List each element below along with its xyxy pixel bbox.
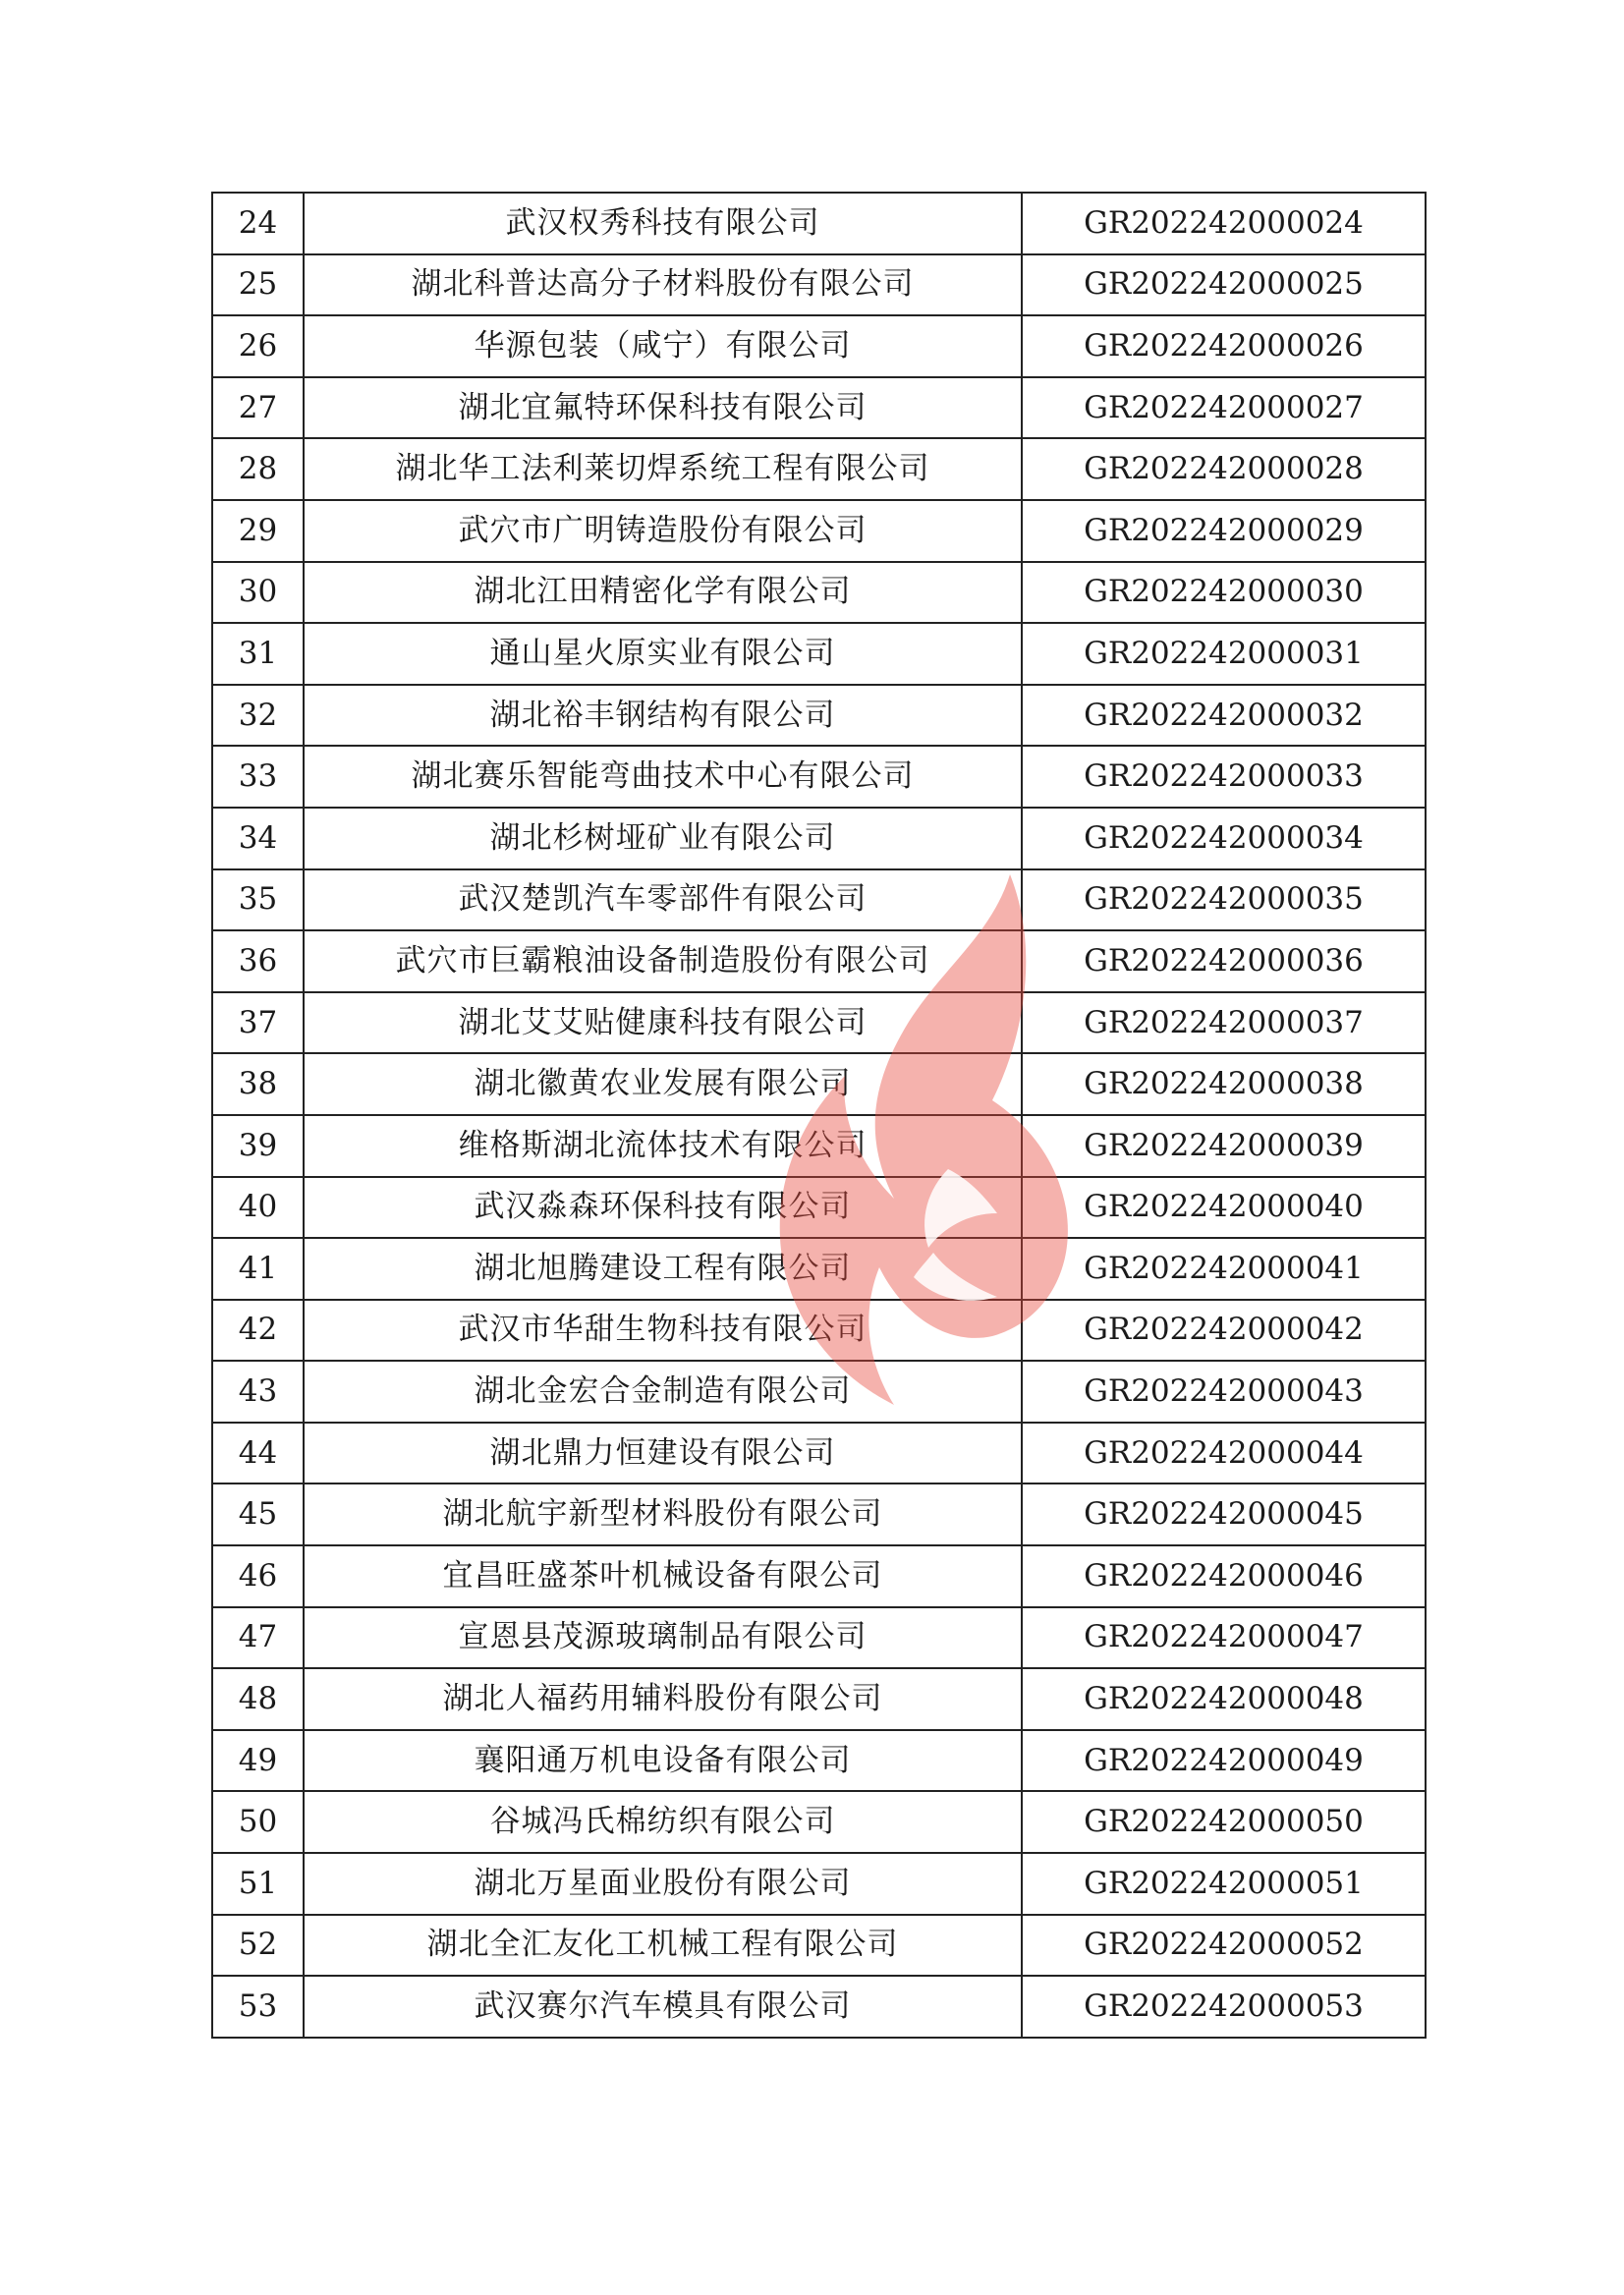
table-row: [212, 1730, 1426, 1792]
certificate-number: GR202242000026: [1022, 315, 1426, 377]
certificate-number: GR202242000047: [1022, 1607, 1426, 1669]
row-number: 35: [212, 869, 304, 931]
company-name: 湖北鼎力恒建设有限公司: [304, 1423, 1022, 1484]
table-row: [212, 1915, 1426, 1977]
company-name: 湖北江田精密化学有限公司: [304, 562, 1022, 624]
row-number: 38: [212, 1053, 304, 1115]
company-name: 湖北杉树垭矿业有限公司: [304, 808, 1022, 869]
row-number: 37: [212, 992, 304, 1054]
certificate-number: GR202242000030: [1022, 562, 1426, 624]
company-name: 湖北宜氟特环保科技有限公司: [304, 377, 1022, 439]
certificate-number: GR202242000042: [1022, 1300, 1426, 1362]
row-number: 43: [212, 1361, 304, 1423]
table-row: [212, 1115, 1426, 1177]
certificate-number: GR202242000028: [1022, 438, 1426, 500]
certificate-number: GR202242000049: [1022, 1730, 1426, 1792]
table-row: [212, 1853, 1426, 1915]
table-row: [212, 193, 1426, 254]
row-number: 34: [212, 808, 304, 869]
company-name: 谷城冯氏棉纺织有限公司: [304, 1791, 1022, 1853]
certificate-number: GR202242000024: [1022, 193, 1426, 254]
table-row: [212, 438, 1426, 500]
table-body: [212, 193, 1426, 2038]
certificate-number: GR202242000033: [1022, 746, 1426, 808]
row-number: 48: [212, 1668, 304, 1730]
row-number: 25: [212, 254, 304, 316]
row-number: 40: [212, 1177, 304, 1239]
certificate-number: GR202242000037: [1022, 992, 1426, 1054]
table-row: [212, 1607, 1426, 1669]
certificate-number: GR202242000052: [1022, 1915, 1426, 1977]
company-name: 湖北航宇新型材料股份有限公司: [304, 1483, 1022, 1545]
company-name: 武穴市巨霸粮油设备制造股份有限公司: [304, 930, 1022, 992]
row-number: 50: [212, 1791, 304, 1853]
table-row: [212, 1545, 1426, 1607]
table-row: [212, 1976, 1426, 2038]
company-certificate-table: [211, 192, 1427, 2039]
row-number: 33: [212, 746, 304, 808]
table-row: [212, 377, 1426, 439]
company-name: 湖北旭腾建设工程有限公司: [304, 1238, 1022, 1300]
certificate-number: GR202242000046: [1022, 1545, 1426, 1607]
table-row: [212, 500, 1426, 562]
company-name: 襄阳通万机电设备有限公司: [304, 1730, 1022, 1792]
row-number: 41: [212, 1238, 304, 1300]
table-row: [212, 1668, 1426, 1730]
row-number: 29: [212, 500, 304, 562]
company-name: 湖北全汇友化工机械工程有限公司: [304, 1915, 1022, 1977]
company-name: 湖北万星面业股份有限公司: [304, 1853, 1022, 1915]
table-row: [212, 808, 1426, 869]
row-number: 46: [212, 1545, 304, 1607]
certificate-number: GR202242000043: [1022, 1361, 1426, 1423]
row-number: 24: [212, 193, 304, 254]
certificate-number: GR202242000041: [1022, 1238, 1426, 1300]
row-number: 52: [212, 1915, 304, 1977]
table-row: [212, 1483, 1426, 1545]
row-number: 36: [212, 930, 304, 992]
table-row: [212, 1791, 1426, 1853]
certificate-number: GR202242000027: [1022, 377, 1426, 439]
certificate-number: GR202242000025: [1022, 254, 1426, 316]
certificate-number: GR202242000044: [1022, 1423, 1426, 1484]
row-number: 51: [212, 1853, 304, 1915]
row-number: 28: [212, 438, 304, 500]
table-row: [212, 685, 1426, 747]
row-number: 30: [212, 562, 304, 624]
table-row: [212, 992, 1426, 1054]
row-number: 45: [212, 1483, 304, 1545]
row-number: 44: [212, 1423, 304, 1484]
table-row: [212, 1300, 1426, 1362]
certificate-number: GR202242000045: [1022, 1483, 1426, 1545]
certificate-number: GR202242000029: [1022, 500, 1426, 562]
company-name: 武汉赛尔汽车模具有限公司: [304, 1976, 1022, 2038]
company-name: 武汉市华甜生物科技有限公司: [304, 1300, 1022, 1362]
table-row: [212, 1423, 1426, 1484]
table-row: [212, 930, 1426, 992]
company-name: 宜昌旺盛茶叶机械设备有限公司: [304, 1545, 1022, 1607]
table-row: [212, 1238, 1426, 1300]
row-number: 27: [212, 377, 304, 439]
company-name: 通山星火原实业有限公司: [304, 623, 1022, 685]
table-row: [212, 315, 1426, 377]
certificate-number: GR202242000051: [1022, 1853, 1426, 1915]
company-name: 湖北人福药用辅料股份有限公司: [304, 1668, 1022, 1730]
company-name: 武汉淼森环保科技有限公司: [304, 1177, 1022, 1239]
certificate-number: GR202242000038: [1022, 1053, 1426, 1115]
row-number: 53: [212, 1976, 304, 2038]
row-number: 26: [212, 315, 304, 377]
company-name: 湖北赛乐智能弯曲技术中心有限公司: [304, 746, 1022, 808]
table-row: [212, 1177, 1426, 1239]
row-number: 47: [212, 1607, 304, 1669]
company-name: 华源包装（咸宁）有限公司: [304, 315, 1022, 377]
company-name: 湖北裕丰钢结构有限公司: [304, 685, 1022, 747]
row-number: 42: [212, 1300, 304, 1362]
table-row: [212, 623, 1426, 685]
company-name: 湖北科普达高分子材料股份有限公司: [304, 254, 1022, 316]
row-number: 32: [212, 685, 304, 747]
row-number: 31: [212, 623, 304, 685]
company-name: 武汉权秀科技有限公司: [304, 193, 1022, 254]
certificate-number: GR202242000032: [1022, 685, 1426, 747]
certificate-number: GR202242000039: [1022, 1115, 1426, 1177]
company-name: 武汉楚凯汽车零部件有限公司: [304, 869, 1022, 931]
table-row: [212, 562, 1426, 624]
company-name: 湖北徽黄农业发展有限公司: [304, 1053, 1022, 1115]
company-name: 维格斯湖北流体技术有限公司: [304, 1115, 1022, 1177]
certificate-number: GR202242000048: [1022, 1668, 1426, 1730]
certificate-number: GR202242000053: [1022, 1976, 1426, 2038]
row-number: 49: [212, 1730, 304, 1792]
table-row: [212, 1361, 1426, 1423]
certificate-number: GR202242000034: [1022, 808, 1426, 869]
certificate-number: GR202242000035: [1022, 869, 1426, 931]
certificate-number: GR202242000036: [1022, 930, 1426, 992]
company-name: 湖北金宏合金制造有限公司: [304, 1361, 1022, 1423]
company-name: 宣恩县茂源玻璃制品有限公司: [304, 1607, 1022, 1669]
company-name: 湖北华工法利莱切焊系统工程有限公司: [304, 438, 1022, 500]
company-name: 湖北艾艾贴健康科技有限公司: [304, 992, 1022, 1054]
certificate-number: GR202242000031: [1022, 623, 1426, 685]
certificate-number: GR202242000050: [1022, 1791, 1426, 1853]
table-row: [212, 1053, 1426, 1115]
table-row: [212, 254, 1426, 316]
row-number: 39: [212, 1115, 304, 1177]
company-name: 武穴市广明铸造股份有限公司: [304, 500, 1022, 562]
table-row: [212, 746, 1426, 808]
table-row: [212, 869, 1426, 931]
certificate-number: GR202242000040: [1022, 1177, 1426, 1239]
